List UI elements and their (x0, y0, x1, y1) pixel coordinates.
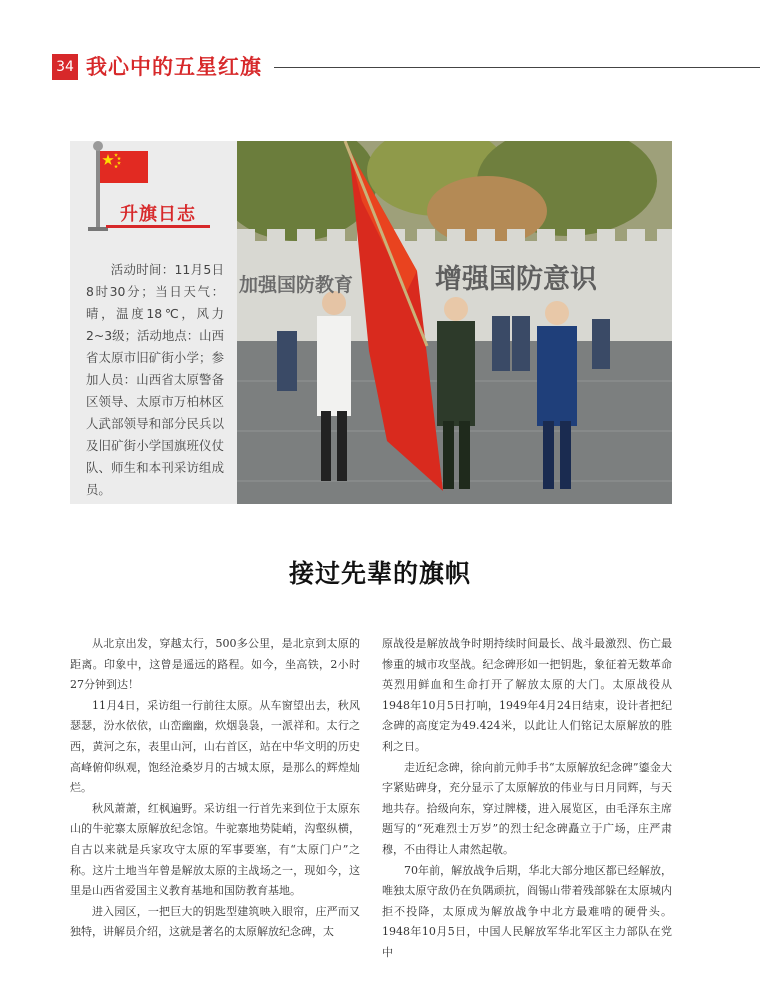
photo-illustration (237, 141, 672, 504)
paragraph: 从北京出发，穿越太行，500多公里，是北京到太原的距离。印象中，这曾是遥远的路程。如今，坐高铁，2小时27分钟到达！ (70, 637, 360, 692)
section-title: 我心中的五星红旗 (86, 55, 262, 79)
flag-guard-photo (237, 141, 672, 504)
article-column-left (70, 634, 360, 943)
paragraph: 秋风萧萧，红枫遍野。采访组一行首先来到位于太原东山的牛驼寨太原解放纪念馆。牛驼寨地势陡峭，沟壑纵横，自古以来就是兵家攻守太原的军事要塞，有“太原门户”之称。这片土地当年曾是解放太原的主战场之一，现如今，这里是山西省爱国主义教育基地和国防教育基地。 (70, 801, 360, 898)
article-column-right (382, 634, 672, 964)
flagpole-base (88, 227, 108, 231)
log-title-underline (106, 225, 210, 228)
banner-left-text: 加强国防教育 (239, 274, 354, 296)
page-number: 34 (52, 54, 78, 80)
paragraph: 11月4日，采访组一行前往太原。从车窗望出去，秋风瑟瑟，汾水依依，山峦幽幽，炊烟袅袅，一派祥和。太行之西，黄河之东，表里山河，山右首区，站在中华文明的历史高峰俯仰纵观，饱经沧桑岁月的古城太原，是那么的辉煌灿烂。 (70, 698, 360, 795)
paragraph: 走近纪念碑，徐向前元帅手书“太原解放纪念碑”鎏金大字紧贴碑身，充分显示了太原解放的伟业与日月同辉，与天地共存。拾级向东，穿过牌楼，进入展览区，由毛泽东主席题写的“死难烈士万岁”的烈士纪念碑矗立于广场，庄严肃穆，不由得让人肃然起敬。 (382, 760, 672, 856)
header-rule (274, 67, 760, 68)
banner-right-text: 增强国防意识 (435, 264, 597, 295)
log-title: 升旗日志 (120, 204, 196, 225)
paragraph: 70年前，解放战争后期，华北大部分地区都已经解放，唯独太原守敌仍在负隅顽抗，阎锡山带着残部躲在太原城内拒不投降，太原成为解放战争中北方最难啃的硬骨头。1948年10月5日，中国人民解放军华北军区主力部队在党中 (382, 863, 672, 959)
paragraph: 进入园区，一把巨大的钥匙型建筑映入眼帘，庄严而又独特，讲解员介绍，这就是著名的太原解放纪念碑，太 (70, 904, 360, 939)
flag-raising-log-panel (70, 141, 237, 504)
article-title: 接过先辈的旗帜 (288, 559, 471, 588)
paragraph: 原战役是解放战争时期持续时间最长、战斗最激烈、伤亡最惨重的城市攻坚战。纪念碑形如一把钥匙，象征着无数革命英烈用鲜血和生命打开了解放太原的大门。太原战役从1948年10月5日打响，1949年4月24日结束，设计者把纪念碑的高度定为49.424米，以此让人们铭记太原解放的胜利之日。 (382, 637, 672, 753)
national-flag-icon (100, 151, 148, 183)
flagpole-finial (93, 141, 103, 151)
log-text: 活动时间：11月5日8时30分；当日天气：晴，温度18℃，风力2~3级；活动地点：山西省太原市旧矿街小学；参加人员：山西省太原警备区领导、太原市万柏林区人武部领导和部分民兵以及旧矿街小学国旗班仪仗队、师生和本刊采访组成员。 (86, 262, 224, 497)
